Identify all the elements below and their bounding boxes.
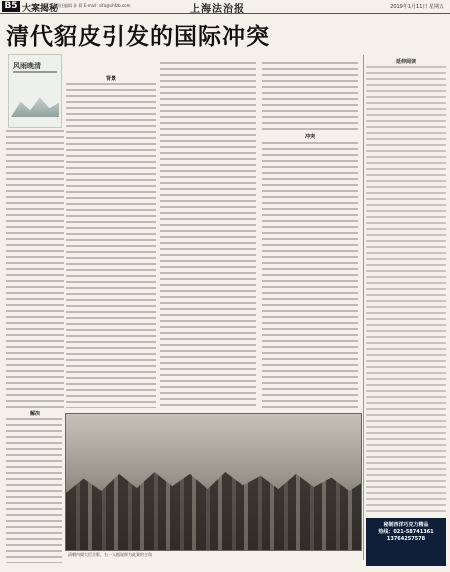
advertisement [366, 518, 446, 566]
subhead-resolution: 解决 [29, 411, 40, 417]
sidebar-column [366, 66, 446, 512]
column-1-text [6, 130, 64, 408]
issue-date: 2019年1月11日 星期五 [390, 4, 444, 10]
ad-line-1: 秘制西洋巧克力精品 [383, 522, 429, 528]
column-1b-text [6, 418, 62, 563]
article-column-1b [6, 418, 62, 563]
book-cover-image [8, 54, 62, 128]
subhead-background: 背景 [105, 76, 116, 82]
section-title: 大案揭秘 [22, 4, 59, 14]
mountain-illustration [11, 95, 59, 117]
column-4b-text [262, 142, 358, 408]
book-cover-rule [13, 71, 57, 73]
ad-line-2: 热线：021-58741361 [378, 529, 434, 535]
article-column-2 [66, 83, 156, 408]
article-column-4b [262, 142, 358, 408]
book-cover-title: 风雨晚清 [13, 61, 41, 70]
headline: 清代貂皮引发的国际冲突 [6, 24, 270, 50]
page-number: B5 [2, 1, 20, 12]
article-column-1 [6, 130, 64, 408]
photo-caption: 清朝内阁大臣合影，右一人据说即为此案的主角 [68, 552, 152, 557]
column-4a-text [262, 62, 358, 130]
sidebar-text [366, 66, 446, 512]
column-2-text [66, 83, 156, 408]
article-column-4a [262, 62, 358, 130]
article-column-3 [160, 62, 256, 408]
column-3-text [160, 62, 256, 408]
sidebar-title: 延伸阅读 [395, 59, 416, 65]
page-header [0, 0, 450, 14]
subhead-conflict: 冲突 [304, 134, 315, 140]
editor-line: 责任编辑 孙 莉 E-mail: sifa@shfzb.com [56, 3, 131, 8]
column-divider [363, 55, 364, 560]
historical-group-photo [65, 413, 362, 551]
ad-line-3: 13764257578 [386, 536, 426, 542]
masthead: 上海法治报 [190, 4, 245, 15]
photo-figures [66, 455, 361, 550]
